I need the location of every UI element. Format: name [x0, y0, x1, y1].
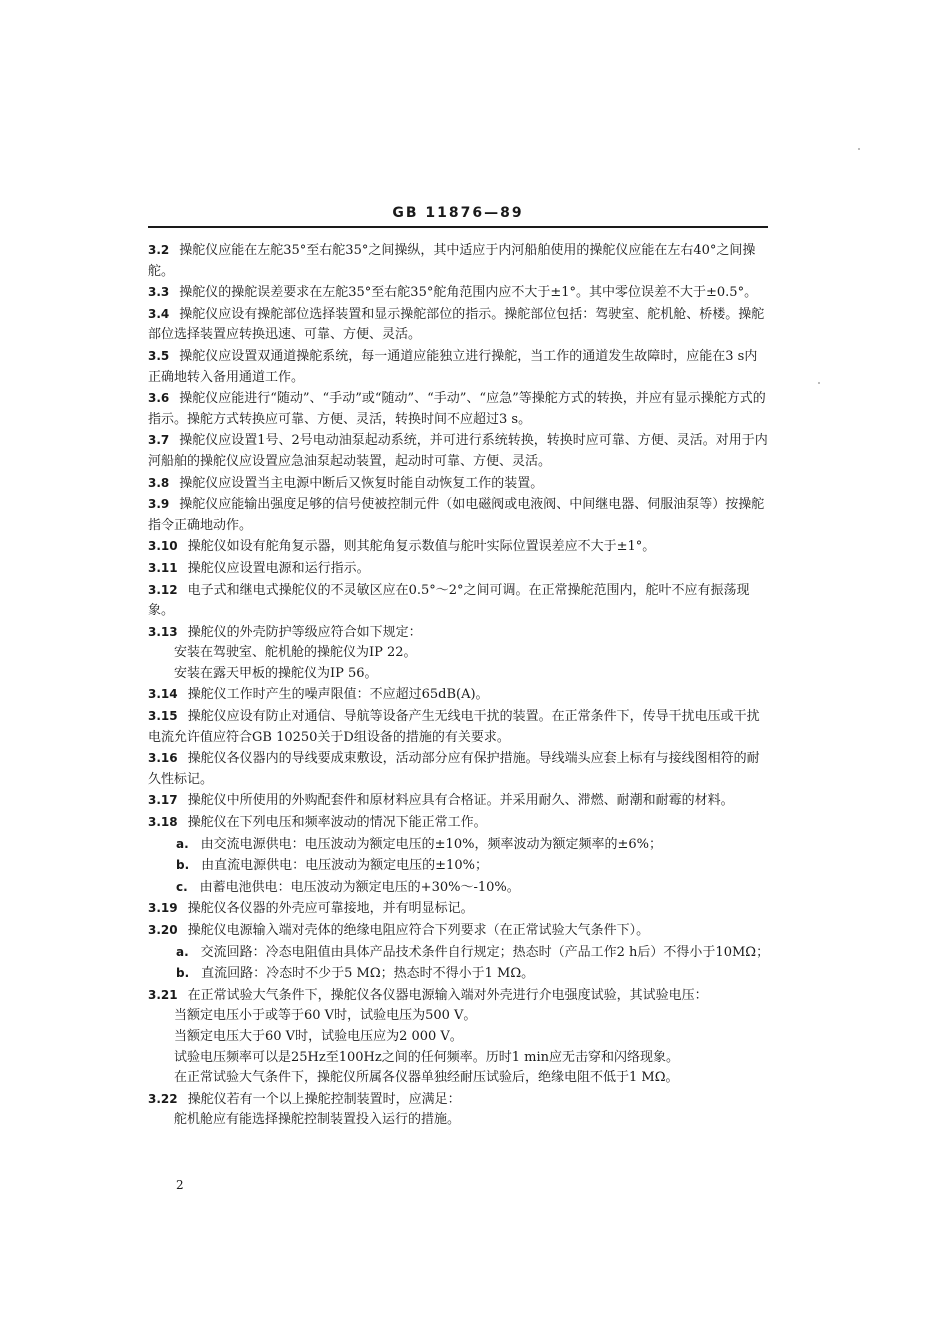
clause-text: 舵机舱应有能选择操舵控制装置投入运行的措施。: [174, 1112, 461, 1128]
clause-number: 3.6: [148, 391, 170, 406]
clause-item: [148, 877, 770, 899]
header-rule: [148, 226, 768, 228]
clause-text: 由交流电源供电：电压波动为额定电压的±10%，频率波动为额定频率的±6%；: [200, 836, 662, 852]
clause-3-19: [148, 898, 770, 920]
document-body: [148, 240, 770, 1131]
clause-number: 3.17: [148, 793, 178, 808]
clause-number: 3.22: [148, 1091, 178, 1106]
item-label: b.: [176, 966, 190, 981]
clause-3-17: [148, 790, 770, 812]
clause-text: 试验电压频率可以是25Hz至100Hz之间的任何频率。历时1 min应无击穿和闪络现象。: [174, 1049, 679, 1065]
clause-item: [148, 942, 770, 964]
clause-3-22: [148, 1089, 770, 1111]
clause-item: [148, 855, 770, 877]
standard-header: GB 11876—89: [392, 205, 524, 221]
clause-3-20: [148, 920, 770, 942]
clause-item: [148, 1068, 770, 1089]
clause-number: 3.18: [148, 815, 178, 830]
clause-item: [148, 1048, 770, 1069]
clause-3-12: [148, 580, 770, 622]
clause-item: [148, 834, 770, 856]
clause-text: 安装在露天甲板的操舵仪为IP 56。: [174, 665, 378, 681]
clause-3-10: [148, 536, 770, 558]
clause-3-11: [148, 558, 770, 580]
clause-3-13: [148, 622, 770, 644]
clause-text: 电子式和继电式操舵仪的不灵敏区应在0.5°～2°之间可调。在正常操舵范围内，舵叶不应有振荡现象。: [148, 582, 750, 619]
scan-speck: [858, 148, 860, 150]
clause-3-5: [148, 346, 770, 388]
clause-number: 3.13: [148, 624, 178, 639]
clause-text: 由直流电源供电：电压波动为额定电压的±10%；: [201, 858, 488, 874]
clause-text: 安装在驾驶室、舵机舱的操舵仪为IP 22。: [174, 645, 417, 661]
item-label: a.: [176, 944, 189, 959]
clause-3-21: [148, 985, 770, 1007]
clause-text: 操舵仪应能进行“随动”、“手动”或“随动”、“手动”、“应急”等操舵方式的转换，并应有显示操舵方式的指示。操舵方式转换应可靠、方便、灵活，转换时间不应超过3 s。: [148, 391, 766, 427]
clause-number: 3.5: [148, 348, 170, 363]
clause-number: 3.12: [148, 582, 178, 597]
clause-text: 操舵仪应设有防止对通信、导航等设备产生无线电干扰的装置。在正常条件下，传导干扰电压或干扰电流允许值应符合GB 10250关于D组设备的措施的有关要求。: [148, 709, 760, 745]
item-label: b.: [176, 858, 190, 873]
clause-number: 3.16: [148, 751, 178, 766]
clause-number: 3.8: [148, 475, 170, 490]
clause-3-8: [148, 473, 770, 495]
clause-3-16: [148, 748, 770, 790]
clause-number: 3.7: [148, 433, 170, 448]
clause-text: 操舵仪应能输出强度足够的信号使被控制元件（如电磁阀或电液阀、中间继电器、伺服油泵等）按操舵指令正确地动作。: [148, 497, 765, 533]
clause-text: 操舵仪若有一个以上操舵控制装置时，应满足：: [187, 1091, 461, 1107]
clause-3-3: [148, 282, 770, 304]
clause-3-7: [148, 430, 770, 472]
clause-number: 3.21: [148, 987, 178, 1002]
clause-3-14: [148, 684, 770, 706]
clause-text: 操舵仪应设置1号、2号电动油泵起动系统，并可进行系统转换，转换时应可靠、方便、灵活。对用于内河船舶的操舵仪应设置应急油泵起动装置，起动时可靠、方便、灵活。: [148, 433, 768, 469]
clause-3-2: [148, 240, 770, 282]
clause-number: 3.11: [148, 560, 178, 575]
clause-text: 操舵仪的外壳防护等级应符合如下规定：: [187, 624, 422, 640]
clause-text: 操舵仪应设置当主电源中断后又恢复时能自动恢复工作的装置。: [179, 475, 544, 491]
clause-3-9: [148, 494, 770, 536]
item-label: c.: [176, 879, 188, 894]
clause-text: 操舵仪应设有操舵部位选择装置和显示操舵部位的指示。操舵部位包括：驾驶室、舵机舱、桥楼。操舵部位选择装置应转换迅速、可靠、方便、灵活。: [148, 306, 765, 343]
clause-item: [148, 664, 770, 685]
item-label: a.: [176, 836, 189, 851]
clause-number: 3.9: [148, 497, 170, 512]
clause-text: 操舵仪应设置电源和运行指示。: [187, 560, 370, 576]
page-number: 2: [176, 1178, 184, 1192]
clause-text: 由蓄电池供电：电压波动为额定电压的+30%～-10%。: [199, 879, 520, 895]
clause-number: 3.15: [148, 709, 178, 724]
clause-number: 3.14: [148, 687, 178, 702]
clause-text: 操舵仪各仪器的外壳应可靠接地，并有明显标记。: [187, 901, 474, 917]
clause-text: 操舵仪应设置双通道操舵系统，每一通道应能独立进行操舵，当工作的通道发生故障时，应能在3 s内正确地转入备用通道工作。: [148, 348, 758, 385]
clause-text: 操舵仪中所使用的外购配套件和原材料应具有合格证。并采用耐久、滞燃、耐潮和耐霉的材料。: [187, 793, 734, 809]
clause-text: 直流回路：冷态时不少于5 MΩ；热态时不得小于1 MΩ。: [201, 966, 535, 982]
clause-3-4: [148, 304, 770, 346]
clause-3-6: [148, 388, 770, 430]
clause-text: 当额定电压小于或等于60 V时，试验电压为500 V。: [174, 1008, 477, 1024]
clause-number: 3.19: [148, 901, 178, 916]
clause-number: 3.3: [148, 285, 170, 300]
scan-speck: [818, 382, 820, 384]
clause-3-15: [148, 706, 770, 748]
clause-text: 操舵仪工作时产生的噪声限值：不应超过65dB(A)。: [187, 687, 489, 703]
clause-text: 在正常试验大气条件下，操舵仪各仪器电源输入端对外壳进行介电强度试验，其试验电压：: [187, 987, 708, 1003]
clause-text: 操舵仪的操舵误差要求在左舵35°至右舵35°舵角范围内应不大于±1°。其中零位误差不大于±0.5°。: [179, 285, 758, 301]
clause-item: [148, 1006, 770, 1027]
clause-number: 3.20: [148, 923, 178, 937]
clause-item: [148, 1027, 770, 1048]
clause-text: 交流回路：冷态电阻值由具体产品技术条件自行规定；热态时（产品工作2 h后）不得小于10MΩ；: [200, 944, 770, 960]
clause-item: [148, 1110, 770, 1131]
clause-text: 当额定电压大于60 V时，试验电压应为2 000 V。: [174, 1028, 463, 1044]
clause-number: 3.4: [148, 306, 170, 321]
clause-text: 操舵仪各仪器内的导线要成束敷设，活动部分应有保护措施。导线端头应套上标有与接线图相符的耐久性标记。: [148, 751, 760, 787]
clause-number: 3.10: [148, 539, 178, 554]
clause-text: 操舵仪如设有舵角复示器，则其舵角复示数值与舵叶实际位置误差应不大于±1°。: [187, 539, 656, 555]
clause-text: 操舵仪应能在左舵35°至右舵35°之间操纵，其中适应于内河船舶使用的操舵仪应能在左右40°之间操舵。: [148, 243, 756, 279]
clause-item: [148, 963, 770, 985]
clause-text: 操舵仪电源输入端对壳体的绝缘电阻应符合下列要求（在正常试验大气条件下）。: [187, 923, 650, 938]
clause-item: [148, 643, 770, 664]
clause-text: 在正常试验大气条件下，操舵仪所属各仪器单独经耐压试验后，绝缘电阻不低于1 MΩ。: [174, 1070, 679, 1086]
clause-3-18: [148, 812, 770, 834]
clause-text: 操舵仪在下列电压和频率波动的情况下能正常工作。: [187, 815, 487, 831]
clause-number: 3.2: [148, 243, 170, 257]
